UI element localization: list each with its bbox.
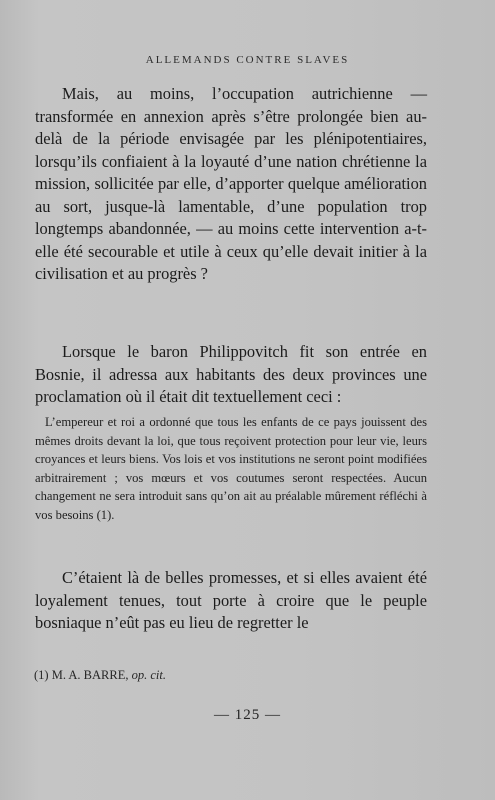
- paragraph-1: [35, 83, 427, 286]
- paragraph-3-text: C’étaient là de belles promesses, et si elles avaient été loyalement tenues, tout porte à croire que le peuple bosniaque n’eût pas eu lieu de regretter le: [35, 568, 427, 632]
- quotation-text: L’empereur et roi a ordonné que tous les enfants de ce pays jouissent des mêmes droits devant la loi, que tous reçoivent protection pour leur vie, leurs croyances et leurs biens. Vos lois et vos institutions ne seront point modifiées arbitrairement ; vos mœurs et vos coutumes seront respectées. Aucun changement ne sera introduit sans qu’on ait au préalable mûrement réfléchi à vos besoins (1).: [35, 415, 427, 522]
- page-number: — 125 —: [214, 707, 281, 723]
- footnote-source: op. cit.: [131, 668, 166, 682]
- footnote: [34, 668, 166, 683]
- block-quotation: [35, 413, 427, 525]
- paragraph-3: [35, 567, 427, 635]
- running-head: ALLEMANDS CONTRE SLAVES: [145, 54, 350, 66]
- paragraph-2-text: Lorsque le baron Philippovitch fit son entrée en Bosnie, il adressa aux habitants des deux provinces une proclamation où il était dit textuellement ceci :: [35, 342, 427, 406]
- footnote-marker: (1): [34, 668, 49, 682]
- paragraph-2: [35, 341, 427, 409]
- paragraph-1-text: Mais, au moins, l’occupation autrichienne — transformée en annexion après s’être prolongée bien au-delà de la période envisagée par les plénipotentiaires, lorsqu’ils confiaient à la loyauté d’une nation chrétienne la mission, sollicitée par elle, d’apporter quelque amélioration au sort, jusque-là lamentable, d’une population trop longtemps abandonnée, — au moins cette intervention a-t-elle été secourable et utile à ceux qu’elle devait initier à la civilisation et au progrès ?: [35, 84, 427, 283]
- footnote-author: M. A. BARRE,: [51, 668, 129, 682]
